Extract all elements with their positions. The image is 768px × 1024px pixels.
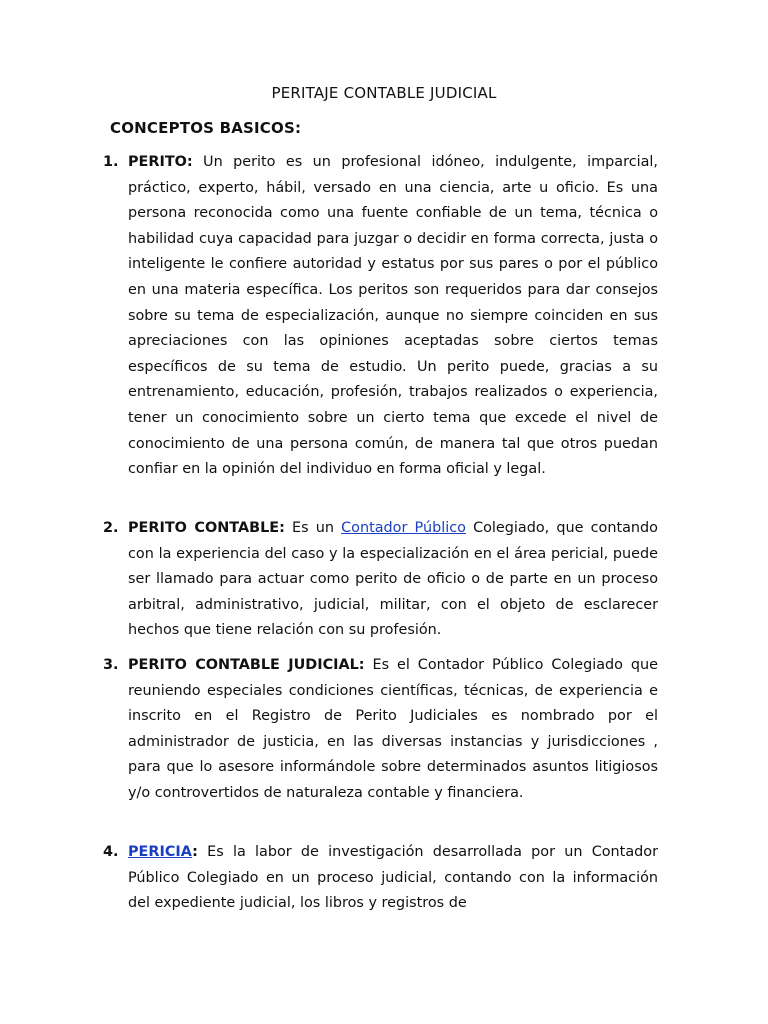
list-item-pericia bbox=[103, 840, 658, 917]
list-number: 2. bbox=[103, 520, 119, 536]
term-perito-contable: PERITO CONTABLE: bbox=[128, 520, 285, 536]
definition-text-before-link: Es un bbox=[291, 520, 334, 536]
definition-text: Es el Contador Público Colegiado que reuniendo especiales condiciones científicas, técnicas, de experiencia e inscrito en el Registro de Perito Judiciales es nombrado por el administrador de justicia, en las diversas instancias y jurisdicciones , para que lo asesore informándole sobre determinados asuntos litigiosos y/o controvertidos de naturaleza contable y financiera. bbox=[128, 657, 658, 801]
section-heading: CONCEPTOS BASICOS: bbox=[110, 119, 302, 137]
list-item-perito-contable bbox=[103, 516, 658, 644]
list-number: 3. bbox=[103, 657, 119, 673]
definition-text: Un perito es un profesional idóneo, indulgente, imparcial, práctico, experto, hábil, versado en una ciencia, arte u oficio. Es una persona reconocida como una fuente confiable de un tema, técnica o habilidad cuya capacidad para juzgar o decidir en forma correcta, justa o inteligente le confiere autoridad y estatus por sus pares o por el público en una materia específica. Los peritos son requeridos para dar consejos sobre su tema de especialización, aunque no siempre coinciden en sus apreciaciones con las opiniones aceptadas sobre ciertos temas específicos de su tema de estudio. Un perito puede, gracias a su entrenamiento, educación, profesión, trabajos realizados o experiencia, tener un conocimiento sobre un cierto tema que excede el nivel de conocimiento de una persona común, de manera tal que otros puedan confiar en la opinión del individuo en forma oficial y legal. bbox=[128, 154, 658, 478]
term-perito: PERITO: bbox=[128, 154, 193, 170]
definition-text: Es la labor de investigación desarrollada por un Contador Público Colegiado en un proceso judicial, contando con la información del expediente judicial, los libros y registros de bbox=[128, 844, 658, 912]
document-title: PERITAJE CONTABLE JUDICIAL bbox=[271, 84, 497, 102]
list-number: 4. bbox=[103, 844, 119, 860]
term-perito-contable-judicial: PERITO CONTABLE JUDICIAL: bbox=[128, 657, 365, 673]
term-suffix: : bbox=[192, 844, 198, 860]
list-item-perito bbox=[103, 150, 658, 483]
pericia-text-block bbox=[128, 840, 658, 917]
list-item-perito-contable-judicial bbox=[103, 653, 658, 807]
link-contador-publico[interactable]: Contador Público bbox=[341, 520, 466, 536]
link-pericia[interactable]: PERICIA bbox=[128, 844, 193, 860]
list-number: 1. bbox=[103, 154, 119, 170]
definition-text-after-link: Colegiado, que contando con la experiencia del caso y la especialización en el área pericial, puede ser llamado para actuar como perito de oficio o de parte en un proceso arbitral, administrativo, judicial, militar, con el objeto de esclarecer hechos que tiene relación con su profesión. bbox=[128, 520, 658, 639]
